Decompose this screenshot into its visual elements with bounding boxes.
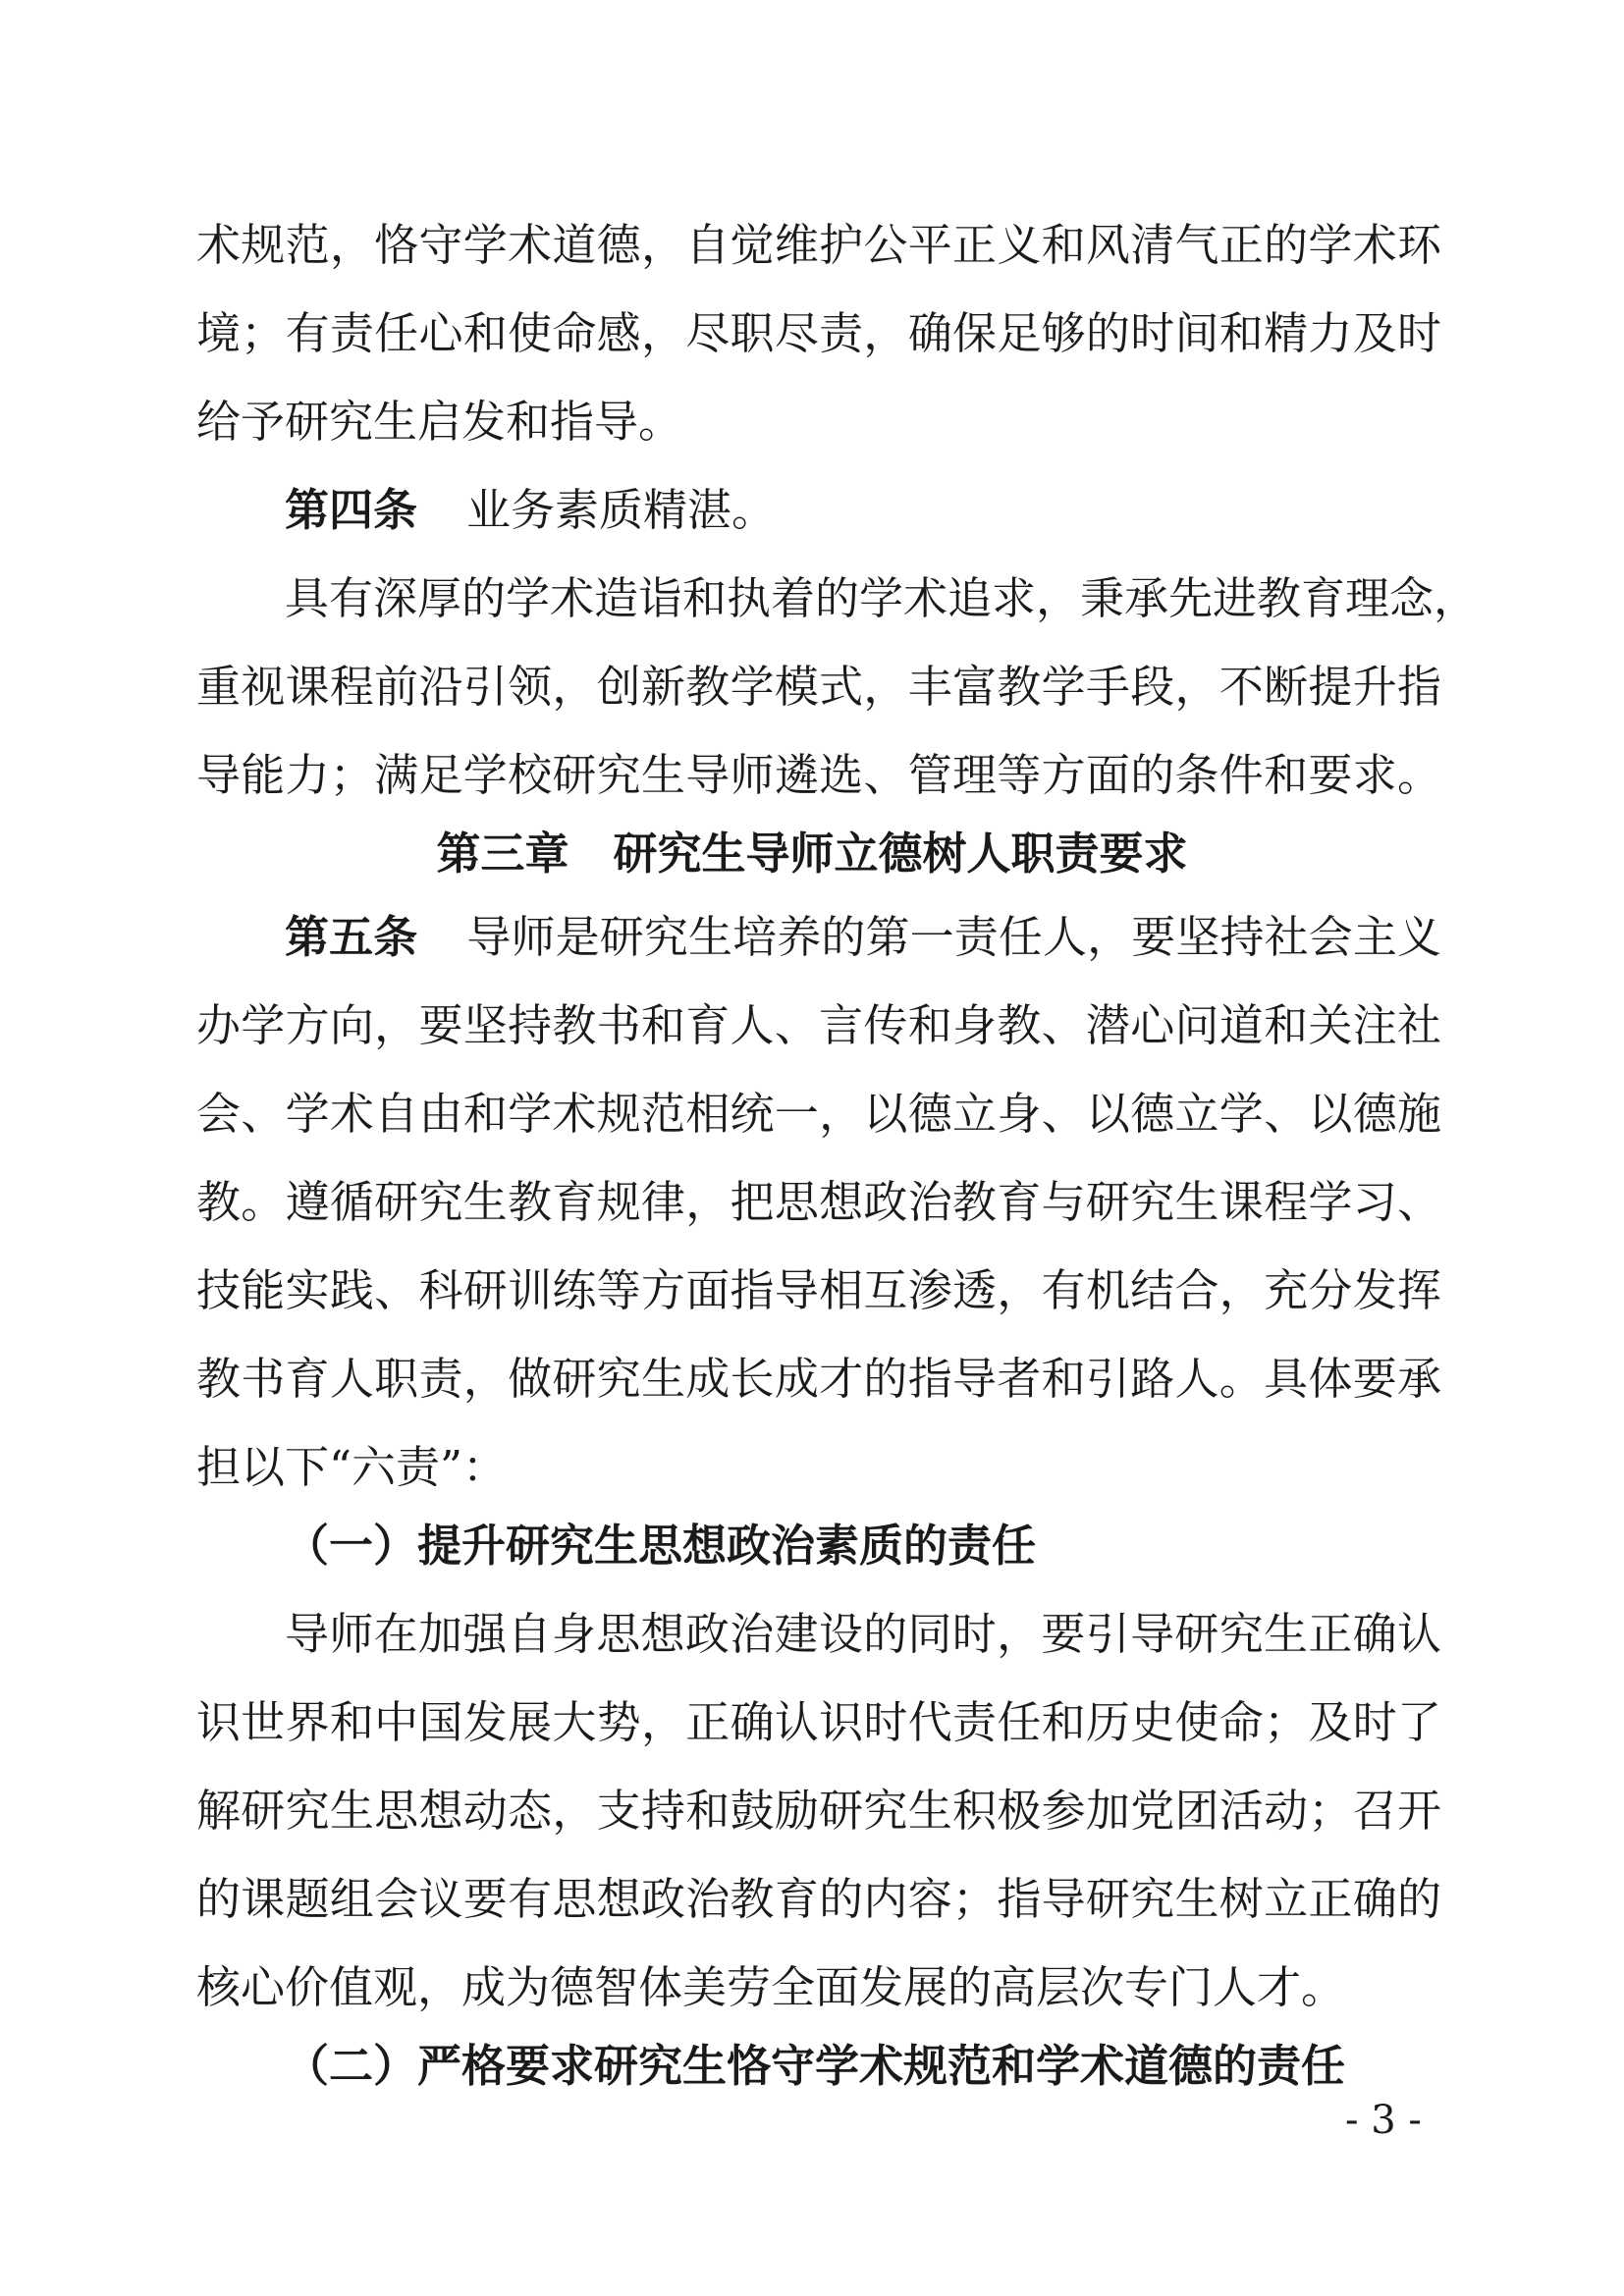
section-heading-2: （二）严格要求研究生恪守学术规范和学术道德的责任 <box>285 2040 1346 2092</box>
paragraph-line: 给予研究生启发和指导。 <box>196 396 683 448</box>
paragraph-line: 具有深厚的学术造诣和执着的学术追求，秉承先进教育理念， <box>285 572 1479 624</box>
article-5-line <box>285 908 1441 967</box>
paragraph-line: 会、学术自由和学术规范相统一，以德立身、以德立学、以德施 <box>196 1088 1441 1140</box>
paragraph-line: 导能力；满足学校研究生导师遴选、管理等方面的条件和要求。 <box>196 749 1441 801</box>
paragraph-line: 解研究生思想动态，支持和鼓励研究生积极参加党团活动；召开 <box>196 1785 1441 1837</box>
paragraph-line: 术规范，恪守学术道德，自觉维护公平正义和风清气正的学术环 <box>196 219 1441 271</box>
chapter-title: 研究生导师立德树人职责要求 <box>613 828 1188 880</box>
page-number: - 3 - <box>1345 2098 1422 2143</box>
section-heading-1: （一）提升研究生思想政治素质的责任 <box>285 1520 1037 1572</box>
paragraph-line: 识世界和中国发展大势，正确认识时代责任和历史使命；及时了 <box>196 1696 1441 1748</box>
paragraph-line: 担以下“六责”： <box>196 1441 508 1493</box>
paragraph-line: 导师在加强自身思想政治建设的同时，要引导研究生正确认 <box>285 1608 1441 1660</box>
article-5-text: 导师是研究生培养的第一责任人，要坚持社会主义 <box>466 911 1441 963</box>
article-4-label: 第四条 <box>285 484 418 536</box>
chapter-heading <box>0 825 1624 883</box>
paragraph-line: 教书育人职责，做研究生成长成才的指导者和引路人。具体要承 <box>196 1353 1441 1405</box>
paragraph-line: 境；有责任心和使命感，尽职尽责，确保足够的时间和精力及时 <box>196 307 1441 359</box>
article-5-label: 第五条 <box>285 911 418 963</box>
paragraph-line: 重视课程前沿引领，创新教学模式，丰富教学手段，不断提升指 <box>196 661 1441 713</box>
article-4-line <box>285 481 1441 540</box>
paragraph-line: 核心价值观，成为德智体美劳全面发展的高层次专门人才。 <box>196 1961 1346 2013</box>
article-4-title: 业务素质精湛。 <box>466 484 777 536</box>
paragraph-line: 教。遵循研究生教育规律，把思想政治教育与研究生课程学习、 <box>196 1176 1441 1228</box>
paragraph-line: 办学方向，要坚持教书和育人、言传和身教、潜心问道和关注社 <box>196 999 1441 1051</box>
paragraph-line: 技能实践、科研训练等方面指导相互渗透，有机结合，充分发挥 <box>196 1264 1441 1316</box>
paragraph-line: 的课题组会议要有思想政治教育的内容；指导研究生树立正确的 <box>196 1873 1441 1925</box>
chapter-number: 第三章 <box>436 828 569 880</box>
